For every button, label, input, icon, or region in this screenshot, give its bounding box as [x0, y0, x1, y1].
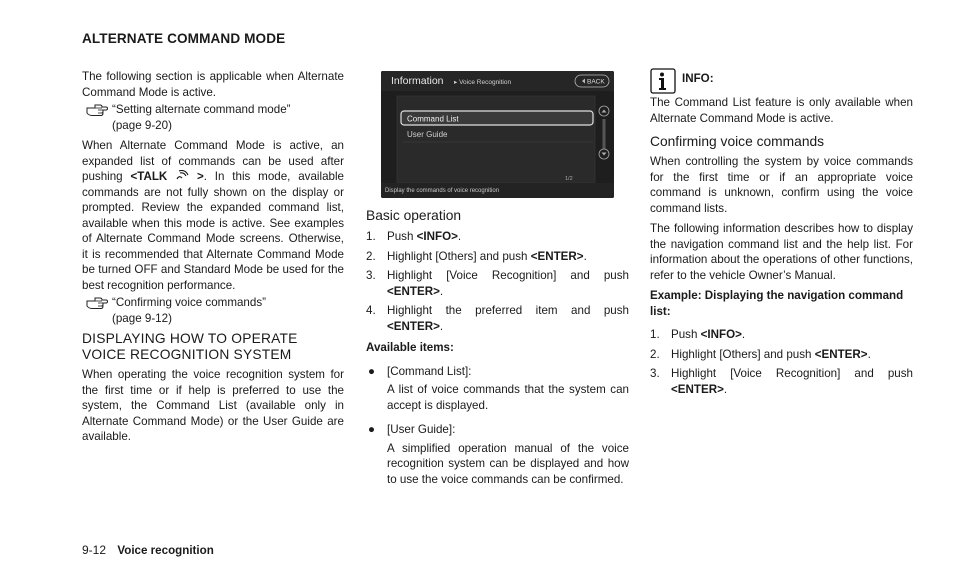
screen-svg	[381, 71, 614, 198]
list-item: 1. Push <INFO>.	[366, 230, 462, 243]
info-icon	[650, 68, 676, 94]
info-text: The Command List feature is only available when Alternate Command Mode is active.	[650, 96, 913, 125]
cross-reference[interactable]	[82, 102, 344, 133]
confirming-heading: Confirming voice commands	[650, 134, 825, 149]
pointing-hand-icon	[86, 102, 108, 117]
list-item: 4. Highlight the preferred item and push <ENTER>.	[366, 304, 629, 333]
list-item: 3. Highlight [Voice Recognition] and push <ENTER>.	[366, 269, 629, 298]
available-items-heading: Available items:	[366, 341, 454, 354]
menu-item-user-guide[interactable]: User Guide	[407, 130, 448, 139]
back-label: BACK	[587, 78, 605, 86]
list-item: 3. Highlight [Voice Recognition] and push <ENTER>.	[650, 367, 913, 396]
list-item: ● [User Guide]:	[368, 423, 456, 436]
item-description: A list of voice commands that the system can accept is displayed.	[387, 383, 629, 412]
pointing-hand-icon	[86, 295, 108, 310]
section-subheading: DISPLAYING HOW TO OPERATE VOICE RECOGNITION SYSTEM	[82, 331, 298, 362]
list-item: ● [Command List]:	[368, 364, 472, 378]
list-item: 2. Highlight [Others] and push <ENTER>.	[650, 347, 871, 361]
page-footer	[82, 543, 214, 559]
page-number: 9-12	[82, 543, 107, 557]
info-note-header	[650, 68, 913, 94]
column-left	[82, 69, 344, 450]
page-indicator: 1/2	[565, 176, 573, 182]
example-steps-list	[650, 327, 913, 397]
basic-steps-list	[366, 229, 629, 334]
item-description: A simplified operation manual of the voice recognition system can be displayed and how to use the voice commands can be confirmed.	[387, 441, 629, 486]
confirming-paragraph-2: The following information describes how to display the navigation command list and the help list. For information about the operations of other functions, refer to the vehicle Owner’s Manual.	[650, 222, 913, 282]
confirming-paragraph-1: When controlling the system by voice commands for the first time or if an appropriate voice command is unknown, confirm using the voice command lists.	[650, 155, 913, 215]
section-name: Voice recognition	[117, 544, 214, 557]
basic-operation-heading: Basic operation	[366, 208, 462, 223]
column-middle	[366, 208, 629, 496]
ref-title: “Setting alternate command mode”	[112, 103, 291, 116]
screen-breadcrumb: ▸ Voice Recognition	[454, 79, 512, 86]
column-right	[650, 68, 913, 403]
info-label: INFO:	[682, 72, 714, 85]
cross-reference[interactable]	[82, 295, 344, 326]
screen-title: Information	[391, 75, 444, 87]
example-heading: Example: Displaying the navigation command list:	[650, 289, 904, 318]
screen-image	[381, 71, 614, 198]
menu-item-label: Command List	[407, 114, 459, 124]
talk-key: <TALK >	[130, 170, 204, 183]
ref-title: “Confirming voice commands”	[112, 296, 266, 309]
list-item: 1. Push <INFO>.	[650, 328, 746, 341]
talk-icon	[175, 170, 189, 181]
page-heading: ALTERNATE COMMAND MODE	[82, 31, 286, 46]
screen-hint: Display the commands of voice recognition	[385, 188, 500, 194]
intro-paragraph: The following section is applicable when Alternate Command Mode is active.	[82, 70, 344, 99]
scrollbar[interactable]	[603, 119, 606, 149]
alternate-mode-paragraph: When Alternate Command Mode is active, an expanded list of commands can be used after pushing <TALK >. In this mode, available commands are not fully shown on the display or prompted. Review the expanded command list, available when this mode is active. See examples of Alternate Command Mode screens. Otherwise, it is recommended that Alternate Command Mode be turned OFF and Standard Mode be used for the best recognition performance.	[82, 139, 344, 292]
ref-page: (page 9-20)	[112, 118, 172, 132]
ref-page: (page 9-12)	[112, 311, 172, 325]
list-item: 2. Highlight [Others] and push <ENTER>.	[366, 249, 587, 263]
displaying-paragraph: When operating the voice recognition system for the first time or if help is preferred to use the system, the Command List (available only in Alternate Command Mode) or the User Guide are available.	[82, 368, 344, 443]
